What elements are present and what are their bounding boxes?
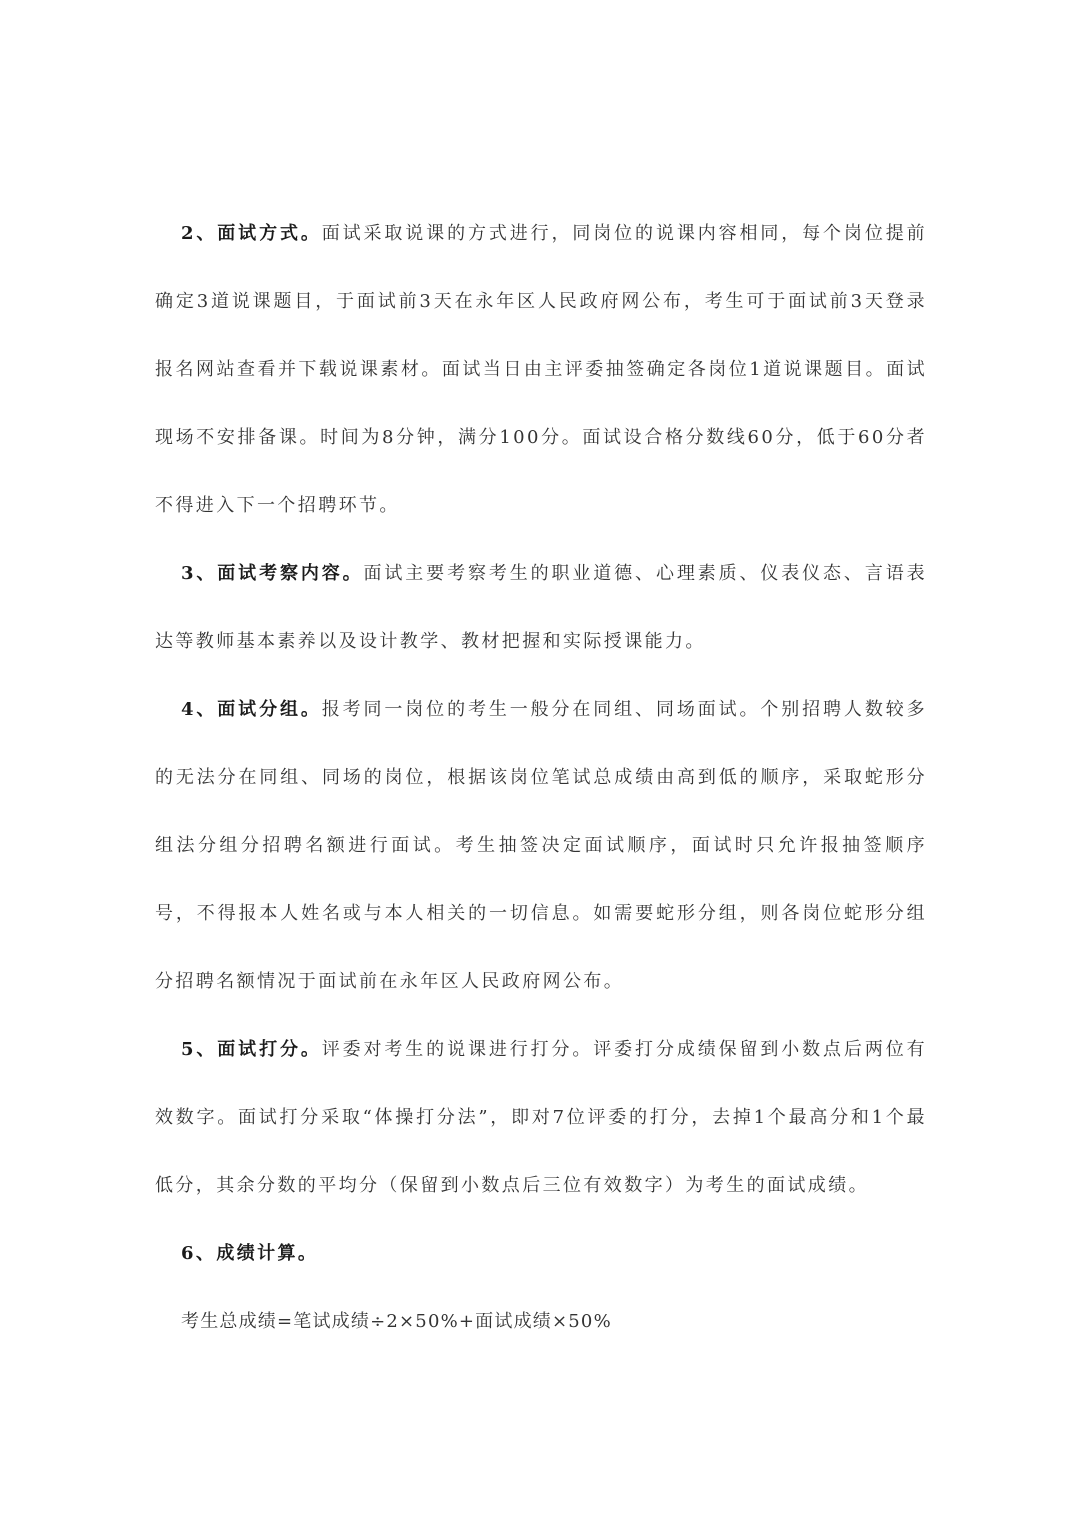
- section-heading: 6、成绩计算。: [181, 1243, 319, 1264]
- section-heading: 3、面试考察内容。: [181, 563, 364, 584]
- section-body: 报考同一岗位的考生一般分在同组、同场面试。个别招聘人数较多的无法分在同组、同场的岗位，根据该岗位笔试总成绩由高到低的顺序，采取蛇形分组法分组分招聘名额进行面试。考生抽签决定面试顺序，面试时只允许报抽签顺序号，不得报本人姓名或与本人相关的一切信息。如需要蛇形分组，则各岗位蛇形分组分招聘名额情况于面试前在永年区人民政府网公布。: [155, 699, 927, 992]
- score-formula: 考生总成绩=笔试成绩÷2×50%+面试成绩×50%: [181, 1311, 612, 1332]
- section-heading: 5、面试打分。: [181, 1039, 322, 1060]
- section-interview-method: [155, 200, 927, 540]
- document-page: [155, 200, 927, 1356]
- section-score-calculation: [155, 1220, 927, 1288]
- section-body: 评委对考生的说课进行打分。评委打分成绩保留到小数点后两位有效数字。面试打分采取“体操打分法”，即对7位评委的打分，去掉1个最高分和1个最低分，其余分数的平均分（保留到小数点后三位有效数字）为考生的面试成绩。: [155, 1039, 927, 1196]
- section-body: 面试采取说课的方式进行，同岗位的说课内容相同，每个岗位提前确定3道说课题目，于面试前3天在永年区人民政府网公布，考生可于面试前3天登录报名网站查看并下载说课素材。面试当日由主评委抽签确定各岗位1道说课题目。面试现场不安排备课。时间为8分钟，满分100分。面试设合格分数线60分，低于60分者不得进入下一个招聘环节。: [155, 223, 927, 516]
- section-interview-scoring: [155, 1016, 927, 1220]
- section-interview-grouping: [155, 676, 927, 1016]
- section-heading: 2、面试方式。: [181, 223, 322, 244]
- section-body: 面试主要考察考生的职业道德、心理素质、仪表仪态、言语表达等教师基本素养以及设计教学、教材把握和实际授课能力。: [155, 563, 927, 652]
- section-heading: 4、面试分组。: [181, 699, 322, 720]
- section-interview-content: [155, 540, 927, 676]
